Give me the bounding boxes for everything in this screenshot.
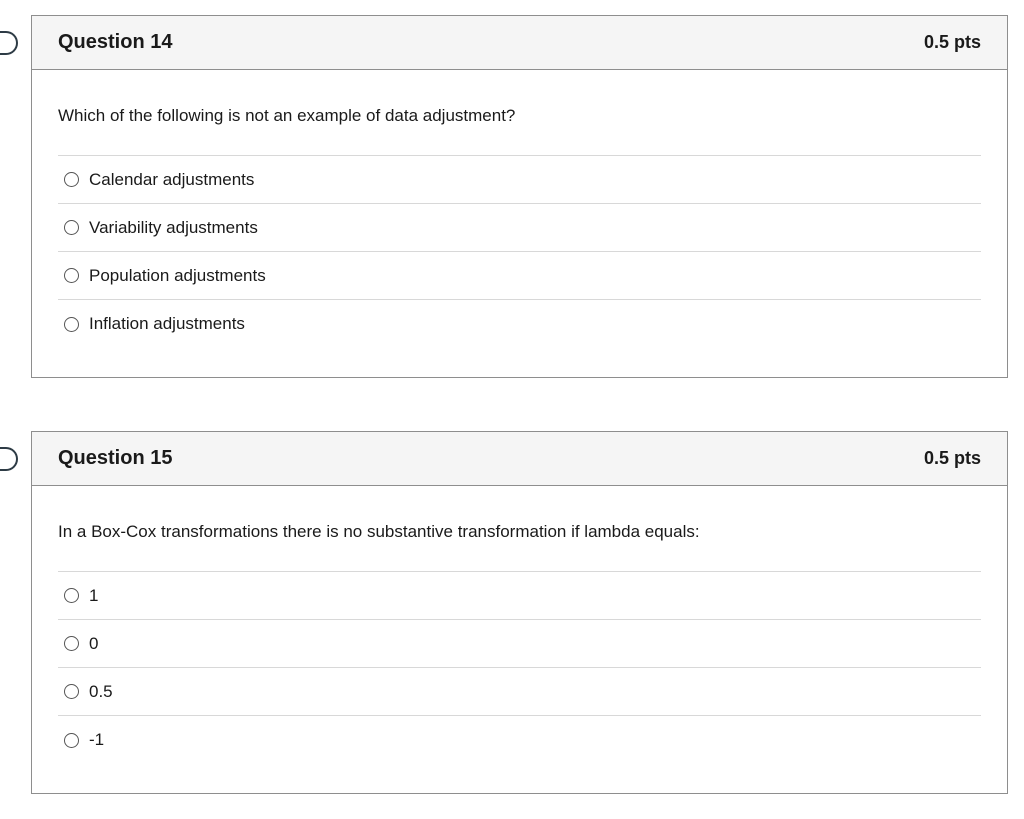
answer-label[interactable]: -1 xyxy=(89,730,105,749)
radio-button[interactable] xyxy=(64,636,79,651)
radio-button[interactable] xyxy=(64,220,79,235)
flag-question-icon[interactable] xyxy=(0,447,18,471)
question-text: Which of the following is not an example of data adjustment? xyxy=(58,106,516,125)
flag-question-icon[interactable] xyxy=(0,31,18,55)
question-title: Question 15 xyxy=(58,447,173,469)
answer-label[interactable]: Population adjustments xyxy=(89,265,266,285)
answer-label[interactable]: 0 xyxy=(89,633,99,653)
radio-button[interactable] xyxy=(64,172,79,187)
answer-list xyxy=(58,571,981,764)
radio-button[interactable] xyxy=(64,268,79,283)
answer-label[interactable]: Calendar adjustments xyxy=(89,169,255,189)
answer-option[interactable] xyxy=(58,716,981,764)
answer-label[interactable]: 0.5 xyxy=(89,681,113,701)
question-points: 0.5 pts xyxy=(923,448,981,468)
answer-option[interactable] xyxy=(58,156,981,204)
answer-option[interactable] xyxy=(58,300,981,348)
answer-label[interactable]: 1 xyxy=(89,585,99,605)
question-text: In a Box-Cox transformations there is no substantive transformation if lambda equals: xyxy=(58,522,700,541)
answer-label[interactable]: Variability adjustments xyxy=(89,217,258,237)
question-title: Question 14 xyxy=(58,31,173,53)
radio-button[interactable] xyxy=(64,733,79,748)
answer-option[interactable] xyxy=(58,668,981,716)
question-body xyxy=(32,486,1007,764)
answer-option[interactable] xyxy=(58,572,981,620)
answer-option[interactable] xyxy=(58,620,981,668)
question-15 xyxy=(31,431,1008,794)
question-14 xyxy=(31,15,1008,378)
radio-button[interactable] xyxy=(64,588,79,603)
radio-button[interactable] xyxy=(64,684,79,699)
answer-option[interactable] xyxy=(58,204,981,252)
question-header xyxy=(32,432,1007,486)
question-points: 0.5 pts xyxy=(923,32,981,52)
answer-option[interactable] xyxy=(58,252,981,300)
answer-label[interactable]: Inflation adjustments xyxy=(89,314,245,333)
radio-button[interactable] xyxy=(64,317,79,332)
question-body xyxy=(32,70,1007,348)
question-header xyxy=(32,16,1007,70)
answer-list xyxy=(58,155,981,348)
